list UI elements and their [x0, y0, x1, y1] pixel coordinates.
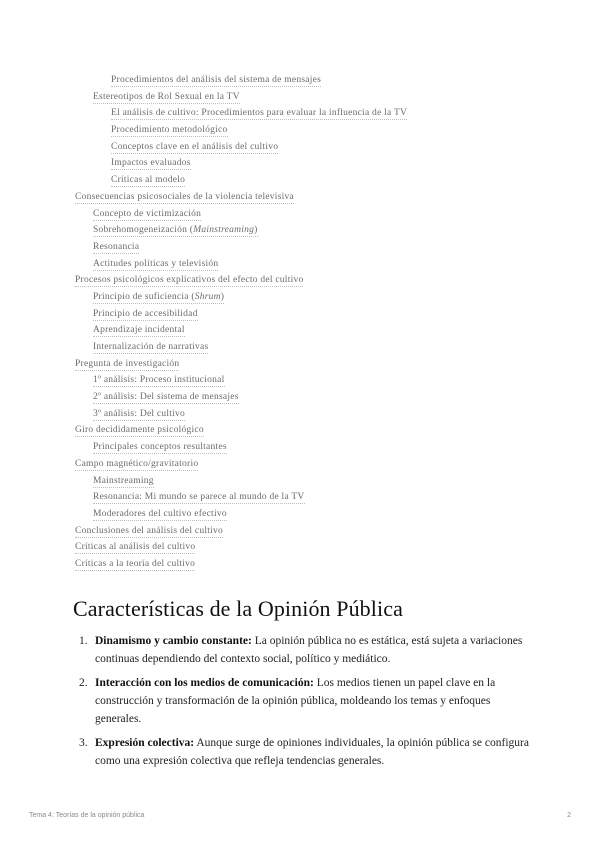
list-number: 3. [79, 737, 88, 749]
toc-link[interactable]: Procesos psicológicos explicativos del efecto del cultivo [75, 275, 304, 286]
toc-link[interactable]: Críticas a la teoría del cultivo [75, 558, 196, 569]
toc-link[interactable]: Conceptos clave en el análisis del cultivo [111, 141, 279, 152]
page-footer [29, 812, 571, 824]
list-term: Dinamismo y cambio constante: [95, 635, 252, 647]
toc-item[interactable] [0, 372, 600, 389]
toc-item[interactable] [0, 222, 600, 239]
toc-link[interactable]: Críticas al modelo [111, 175, 186, 186]
toc-item[interactable] [0, 206, 600, 223]
list-item [73, 674, 533, 728]
toc-link[interactable]: Principales conceptos resultantes [93, 442, 227, 453]
list-text: La opinión pública no es estática, está sujeta a variaciones continuas dependiendo del contexto social, político y mediático. [95, 635, 523, 665]
toc-link[interactable]: Moderadores del cultivo efectivo [93, 508, 227, 519]
toc-item[interactable] [0, 473, 600, 490]
toc-item[interactable] [0, 256, 600, 273]
toc-item[interactable] [0, 322, 600, 339]
list-term: Interacción con los medios de comunicación: [95, 677, 314, 689]
toc-link-text: Sobrehomogeneización ( [93, 225, 194, 236]
footer-title: Tema 4: Teorías de la opinión pública [29, 812, 145, 819]
toc-item[interactable] [0, 239, 600, 256]
list-item [73, 734, 533, 770]
toc-link[interactable]: El análisis de cultivo: Procedimientos para evaluar la influencia de la TV [111, 108, 408, 119]
toc-link[interactable]: Giro decididamente psicológico [75, 425, 204, 436]
toc-link[interactable]: Resonancia: Mi mundo se parece al mundo de la TV [93, 492, 305, 503]
toc-item[interactable] [0, 172, 600, 189]
list-number: 2. [79, 677, 88, 689]
toc-link[interactable]: 1º análisis: Proceso institucional [93, 375, 225, 386]
toc-link[interactable]: Consecuencias psicosociales de la violencia televisiva [75, 191, 294, 202]
list-term: Expresión colectiva: [95, 737, 195, 749]
toc-link[interactable]: Resonancia [93, 241, 140, 252]
toc-item[interactable] [0, 105, 600, 122]
toc-item[interactable] [0, 356, 600, 373]
toc-item[interactable] [0, 539, 600, 556]
toc-link[interactable]: Principio de accesibilidad [93, 308, 198, 319]
table-of-contents [0, 72, 600, 573]
toc-item[interactable] [0, 339, 600, 356]
toc-item[interactable] [0, 306, 600, 323]
toc-link-text-after: ) [254, 225, 258, 236]
toc-item[interactable] [0, 72, 600, 89]
toc-link[interactable]: Procedimiento metodológico [111, 125, 228, 136]
toc-item[interactable] [0, 523, 600, 540]
toc-item[interactable] [0, 406, 600, 423]
toc-item[interactable] [0, 456, 600, 473]
toc-item[interactable] [0, 89, 600, 106]
toc-link-emphasis: Shrum [194, 291, 221, 302]
toc-link-emphasis: Mainstreaming [193, 225, 255, 236]
toc-item[interactable] [0, 272, 600, 289]
toc-link[interactable]: 3º análisis: Del cultivo [93, 408, 186, 419]
toc-item[interactable] [0, 122, 600, 139]
toc-link[interactable] [93, 225, 258, 237]
list-item [73, 632, 533, 668]
toc-link[interactable]: Procedimientos del análisis del sistema de mensajes [111, 75, 322, 85]
toc-item[interactable] [0, 289, 600, 306]
page-number: 2 [567, 812, 571, 819]
section-title: Características de la Opinión Pública [73, 596, 403, 621]
toc-link[interactable] [93, 292, 224, 304]
toc-link-text: Principio de suficiencia ( [93, 291, 195, 302]
toc-link[interactable]: Estereotipos de Rol Sexual en la TV [93, 91, 240, 102]
toc-link[interactable]: Pregunta de investigación [75, 358, 180, 369]
toc-item[interactable] [0, 189, 600, 206]
toc-link[interactable]: Actitudes políticas y televisión [93, 258, 219, 269]
toc-link[interactable]: Impactos evaluados [111, 158, 191, 169]
list-number: 1. [79, 635, 88, 647]
toc-link[interactable]: Conclusiones del análisis del cultivo [75, 525, 224, 536]
toc-link[interactable]: Aprendizaje incidental [93, 325, 185, 336]
toc-item[interactable] [0, 506, 600, 523]
toc-item[interactable] [0, 422, 600, 439]
toc-link[interactable]: Mainstreaming [93, 475, 154, 486]
toc-link[interactable]: 2º análisis: Del sistema de mensajes [93, 392, 239, 403]
toc-link[interactable]: Críticas al análisis del cultivo [75, 542, 196, 553]
toc-item[interactable] [0, 139, 600, 156]
toc-link-text-after: ) [220, 291, 225, 302]
toc-link[interactable]: Concepto de victimización [93, 208, 202, 219]
toc-item[interactable] [0, 439, 600, 456]
toc-item[interactable] [0, 556, 600, 573]
toc-link[interactable]: Internalización de narrativas [93, 342, 209, 352]
toc-link[interactable]: Campo magnético/gravitatorio [75, 458, 199, 469]
list-text: Aunque surge de opiniones individuales, la opinión pública se configura como una expresión colectiva que refleja tendencias generales. [95, 737, 529, 767]
toc-item[interactable] [0, 489, 600, 506]
toc-item[interactable] [0, 155, 600, 172]
toc-item[interactable] [0, 389, 600, 406]
characteristics-list [73, 632, 533, 776]
list-text: Los medios tienen un papel clave en la construcción y transformación de la opinión pública, moldeando los temas y enfoques generales. [95, 677, 496, 725]
